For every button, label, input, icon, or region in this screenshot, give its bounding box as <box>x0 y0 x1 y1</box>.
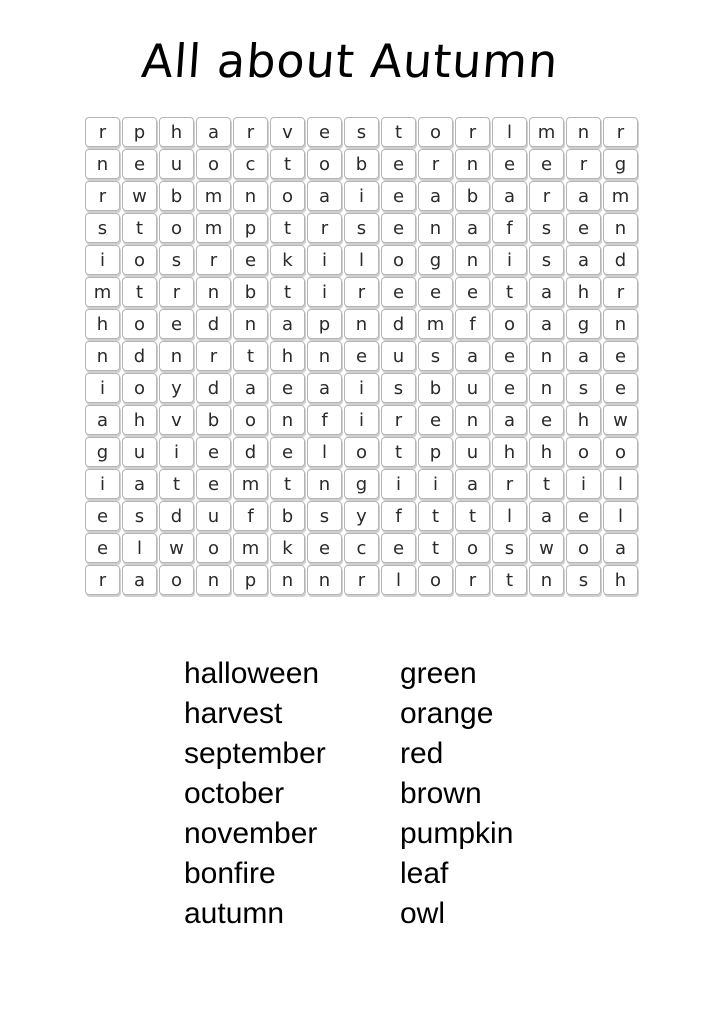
letter-cell: n <box>307 341 342 371</box>
letter-cell: n <box>307 565 342 595</box>
letter-cell: o <box>492 309 527 339</box>
letter-cell: h <box>122 405 157 435</box>
word-list-item: harvest <box>184 697 283 730</box>
letter-cell: g <box>566 309 601 339</box>
letter-cell: k <box>270 245 305 275</box>
word-list-item: brown <box>400 777 482 810</box>
word-list-item: bonfire <box>184 857 276 890</box>
letter-cell: r <box>85 117 120 147</box>
letter-cell: n <box>418 213 453 243</box>
letter-cell: e <box>122 149 157 179</box>
letter-cell: r <box>455 117 490 147</box>
letter-cell: n <box>196 565 231 595</box>
letter-cell: d <box>603 245 638 275</box>
letter-cell: v <box>270 117 305 147</box>
letter-cell: i <box>85 373 120 403</box>
letter-cell: m <box>233 469 268 499</box>
letter-cell: a <box>85 405 120 435</box>
letter-cell: n <box>85 149 120 179</box>
page-title: All about Autumn <box>139 34 561 88</box>
letter-cell: h <box>603 565 638 595</box>
letter-cell: t <box>233 341 268 371</box>
letter-cell: r <box>492 469 527 499</box>
letter-cell: c <box>233 149 268 179</box>
letter-cell: t <box>492 565 527 595</box>
letter-cell: y <box>344 501 379 531</box>
letter-cell: n <box>159 341 194 371</box>
letter-cell: n <box>233 309 268 339</box>
letter-cell: w <box>159 533 194 563</box>
letter-cell: t <box>418 533 453 563</box>
letter-cell: n <box>455 405 490 435</box>
letter-cell: e <box>270 373 305 403</box>
letter-cell: e <box>492 149 527 179</box>
letter-cell: f <box>307 405 342 435</box>
letter-cell: d <box>381 309 416 339</box>
letter-cell: p <box>307 309 342 339</box>
letter-cell: n <box>529 565 564 595</box>
letter-cell: e <box>529 149 564 179</box>
letter-cell: m <box>85 277 120 307</box>
letter-cell: t <box>381 117 416 147</box>
letter-cell: u <box>455 437 490 467</box>
word-list-item: leaf <box>400 857 449 890</box>
letter-cell: i <box>85 245 120 275</box>
letter-cell: o <box>196 533 231 563</box>
letter-cell: t <box>270 277 305 307</box>
letter-cell: a <box>492 181 527 211</box>
letter-cell: o <box>233 405 268 435</box>
letter-cell: u <box>455 373 490 403</box>
letter-cell: n <box>566 117 601 147</box>
letter-cell: h <box>85 309 120 339</box>
letter-cell: l <box>344 245 379 275</box>
letter-cell: r <box>603 277 638 307</box>
letter-cell: e <box>344 341 379 371</box>
letter-cell: e <box>566 213 601 243</box>
letter-cell: p <box>233 213 268 243</box>
letter-cell: o <box>344 437 379 467</box>
letter-cell: l <box>381 565 416 595</box>
letter-cell: y <box>159 373 194 403</box>
letter-cell: i <box>159 437 194 467</box>
letter-cell: o <box>603 437 638 467</box>
letter-cell: e <box>85 501 120 531</box>
letter-cell: h <box>159 117 194 147</box>
letter-cell: o <box>159 565 194 595</box>
letter-cell: n <box>233 181 268 211</box>
letter-cell: o <box>307 149 342 179</box>
letter-cell: l <box>492 117 527 147</box>
letter-cell: w <box>603 405 638 435</box>
letter-cell: r <box>455 565 490 595</box>
letter-cell: i <box>307 245 342 275</box>
letter-cell: u <box>196 501 231 531</box>
letter-cell: r <box>603 117 638 147</box>
letter-cell: o <box>566 533 601 563</box>
letter-cell: d <box>122 341 157 371</box>
letter-cell: e <box>196 469 231 499</box>
letter-cell: e <box>455 277 490 307</box>
letter-cell: l <box>603 469 638 499</box>
letter-cell: f <box>381 501 416 531</box>
letter-cell: i <box>307 277 342 307</box>
letter-cell: b <box>455 181 490 211</box>
letter-cell: m <box>418 309 453 339</box>
letter-cell: o <box>418 117 453 147</box>
letter-cell: g <box>418 245 453 275</box>
letter-cell: u <box>381 341 416 371</box>
letter-cell: e <box>381 213 416 243</box>
letter-cell: a <box>122 565 157 595</box>
word-list-item: red <box>400 737 444 770</box>
letter-cell: n <box>603 213 638 243</box>
letter-cell: a <box>307 373 342 403</box>
letter-cell: t <box>492 277 527 307</box>
letter-cell: g <box>344 469 379 499</box>
word-list-item: orange <box>400 697 494 730</box>
letter-cell: c <box>344 533 379 563</box>
letter-cell: b <box>196 405 231 435</box>
letter-cell: a <box>566 341 601 371</box>
letter-cell: r <box>344 277 379 307</box>
letter-cell: t <box>381 437 416 467</box>
letter-cell: e <box>381 277 416 307</box>
letter-cell: e <box>492 341 527 371</box>
letter-cell: r <box>85 565 120 595</box>
letter-cell: n <box>529 373 564 403</box>
letter-cell: l <box>603 501 638 531</box>
letter-cell: e <box>381 181 416 211</box>
letter-cell: h <box>566 277 601 307</box>
letter-cell: t <box>418 501 453 531</box>
letter-cell: e <box>492 373 527 403</box>
word-search-grid <box>84 116 639 596</box>
letter-cell: h <box>529 437 564 467</box>
letter-cell: a <box>233 373 268 403</box>
letter-cell: t <box>270 469 305 499</box>
letter-cell: t <box>455 501 490 531</box>
letter-cell: f <box>455 309 490 339</box>
letter-cell: u <box>122 437 157 467</box>
letter-cell: i <box>344 181 379 211</box>
letter-cell: a <box>122 469 157 499</box>
letter-cell: s <box>85 213 120 243</box>
letter-cell: n <box>307 469 342 499</box>
word-list-item: autumn <box>184 897 285 930</box>
letter-cell: n <box>344 309 379 339</box>
letter-cell: a <box>455 469 490 499</box>
letter-cell: a <box>270 309 305 339</box>
letter-cell: b <box>233 277 268 307</box>
word-list-item: october <box>184 777 285 810</box>
letter-cell: w <box>122 181 157 211</box>
letter-cell: l <box>492 501 527 531</box>
letter-cell: r <box>196 341 231 371</box>
letter-cell: b <box>270 501 305 531</box>
letter-cell: n <box>85 341 120 371</box>
letter-cell: a <box>492 405 527 435</box>
letter-cell: e <box>566 501 601 531</box>
letter-cell: r <box>529 181 564 211</box>
letter-cell: e <box>233 245 268 275</box>
letter-cell: r <box>418 149 453 179</box>
letter-cell: b <box>159 181 194 211</box>
letter-cell: m <box>196 213 231 243</box>
letter-cell: a <box>455 213 490 243</box>
letter-cell: e <box>270 437 305 467</box>
letter-cell: i <box>418 469 453 499</box>
letter-cell: e <box>196 437 231 467</box>
letter-cell: n <box>455 149 490 179</box>
letter-cell: v <box>159 405 194 435</box>
letter-cell: a <box>307 181 342 211</box>
letter-cell: o <box>381 245 416 275</box>
letter-cell: f <box>492 213 527 243</box>
letter-cell: e <box>307 533 342 563</box>
letter-cell: s <box>529 213 564 243</box>
letter-cell: t <box>159 469 194 499</box>
letter-cell: s <box>159 245 194 275</box>
letter-cell: e <box>529 405 564 435</box>
letter-cell: t <box>122 277 157 307</box>
letter-cell: o <box>122 373 157 403</box>
letter-cell: a <box>603 533 638 563</box>
word-list-item: green <box>400 657 477 690</box>
letter-cell: i <box>566 469 601 499</box>
letter-cell: s <box>344 213 379 243</box>
letter-cell: r <box>85 181 120 211</box>
word-list-item: november <box>184 817 318 850</box>
letter-cell: a <box>529 277 564 307</box>
letter-cell: s <box>566 565 601 595</box>
letter-cell: r <box>344 565 379 595</box>
letter-cell: m <box>233 533 268 563</box>
letter-cell: p <box>418 437 453 467</box>
letter-cell: a <box>566 245 601 275</box>
letter-cell: o <box>196 149 231 179</box>
letter-cell: r <box>307 213 342 243</box>
letter-cell: s <box>381 373 416 403</box>
letter-cell: a <box>529 501 564 531</box>
letter-cell: e <box>381 533 416 563</box>
letter-cell: e <box>307 117 342 147</box>
letter-cell: n <box>270 405 305 435</box>
letter-cell: t <box>122 213 157 243</box>
letter-cell: s <box>529 245 564 275</box>
letter-cell: o <box>418 565 453 595</box>
letter-cell: r <box>566 149 601 179</box>
letter-cell: r <box>159 277 194 307</box>
letter-cell: o <box>270 181 305 211</box>
letter-cell: i <box>85 469 120 499</box>
letter-cell: w <box>529 533 564 563</box>
letter-cell: b <box>344 149 379 179</box>
letter-cell: k <box>270 533 305 563</box>
letter-cell: i <box>492 245 527 275</box>
letter-cell: h <box>566 405 601 435</box>
letter-cell: i <box>344 405 379 435</box>
letter-cell: d <box>196 309 231 339</box>
letter-cell: g <box>603 149 638 179</box>
letter-cell: n <box>529 341 564 371</box>
letter-cell: m <box>529 117 564 147</box>
word-list-item: september <box>184 737 326 770</box>
letter-cell: t <box>270 149 305 179</box>
letter-cell: s <box>566 373 601 403</box>
letter-cell: b <box>418 373 453 403</box>
letter-cell: p <box>233 565 268 595</box>
letter-cell: s <box>307 501 342 531</box>
letter-cell: e <box>418 277 453 307</box>
letter-cell: h <box>492 437 527 467</box>
letter-cell: r <box>381 405 416 435</box>
letter-cell: a <box>455 341 490 371</box>
letter-cell: o <box>122 309 157 339</box>
letter-cell: d <box>196 373 231 403</box>
letter-cell: g <box>85 437 120 467</box>
letter-cell: t <box>529 469 564 499</box>
letter-cell: t <box>270 213 305 243</box>
word-list-item: owl <box>400 897 446 930</box>
letter-cell: e <box>381 149 416 179</box>
letter-cell: a <box>196 117 231 147</box>
letter-cell: e <box>159 309 194 339</box>
letter-cell: h <box>270 341 305 371</box>
letter-cell: a <box>529 309 564 339</box>
letter-cell: o <box>455 533 490 563</box>
letter-cell: l <box>307 437 342 467</box>
word-list-item: halloween <box>184 657 320 690</box>
letter-cell: n <box>603 309 638 339</box>
letter-cell: a <box>418 181 453 211</box>
letter-cell: l <box>122 533 157 563</box>
letter-cell: e <box>418 405 453 435</box>
word-list <box>184 654 600 934</box>
letter-cell: d <box>233 437 268 467</box>
letter-cell: r <box>233 117 268 147</box>
letter-cell: n <box>455 245 490 275</box>
letter-cell: n <box>270 565 305 595</box>
letter-cell: d <box>159 501 194 531</box>
letter-cell: n <box>196 277 231 307</box>
letter-cell: s <box>344 117 379 147</box>
letter-cell: p <box>122 117 157 147</box>
letter-cell: s <box>418 341 453 371</box>
word-list-item: pumpkin <box>400 817 514 850</box>
letter-cell: s <box>122 501 157 531</box>
letter-cell: e <box>85 533 120 563</box>
letter-cell: o <box>159 213 194 243</box>
letter-cell: e <box>603 341 638 371</box>
letter-cell: s <box>492 533 527 563</box>
letter-cell: i <box>381 469 416 499</box>
letter-cell: o <box>122 245 157 275</box>
letter-cell: r <box>196 245 231 275</box>
letter-cell: m <box>196 181 231 211</box>
letter-cell: a <box>566 181 601 211</box>
letter-cell: f <box>233 501 268 531</box>
letter-cell: e <box>603 373 638 403</box>
letter-cell: o <box>566 437 601 467</box>
letter-cell: u <box>159 149 194 179</box>
letter-cell: m <box>603 181 638 211</box>
letter-cell: i <box>344 373 379 403</box>
